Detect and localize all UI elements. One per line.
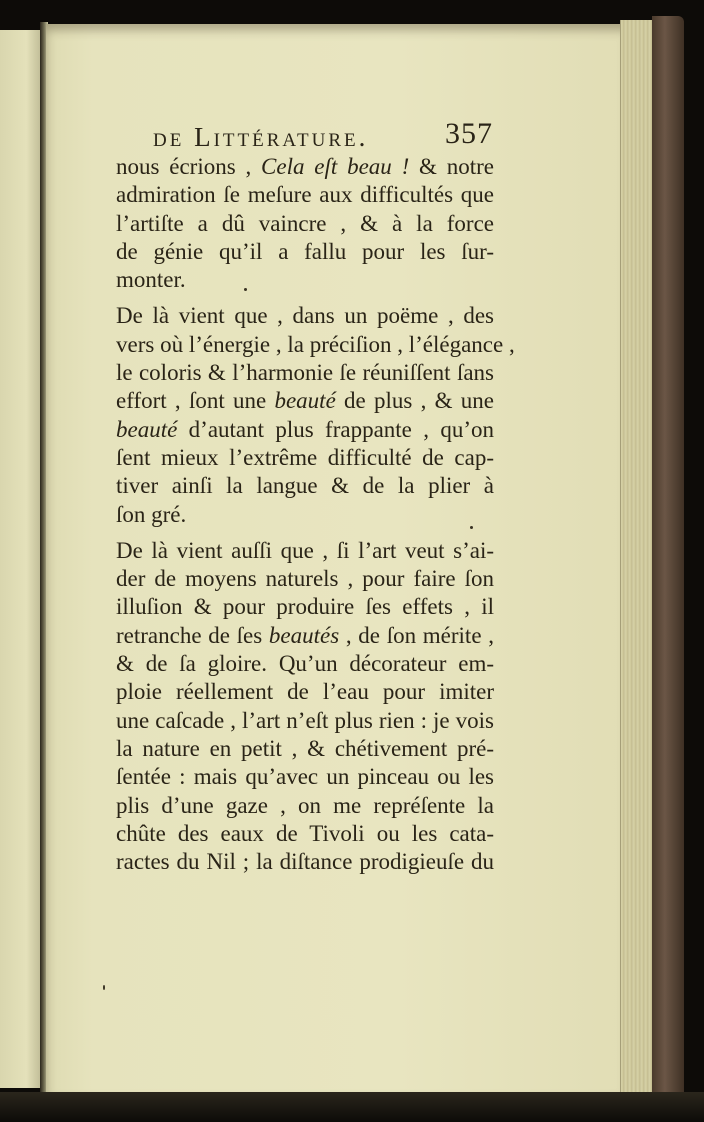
text-line: illuſion & pour produire ſes effets , il — [116, 594, 494, 620]
running-title: de Littérature. — [153, 122, 369, 152]
text-span: d’autant plus frappante , qu’on — [177, 416, 494, 442]
text-line: ſon gré. — [116, 501, 187, 527]
text-line: vers où l’énergie , la préciſion , l’élégance , — [116, 331, 515, 357]
text-line: ractes du Nil ; la diſtance prodigieuſe du — [116, 849, 494, 875]
text-line: monter. — [116, 267, 186, 293]
text-line: & de ſa gloire. Qu’un décorateur em- — [116, 651, 494, 677]
text-line: une caſcade , l’art n’eſt plus rien : je vois — [116, 707, 494, 733]
text-span: de plus , & une — [335, 388, 494, 414]
page-number: 357 — [445, 117, 493, 150]
text-line — [116, 622, 494, 650]
text-line: ſent mieux l’extrême difficulté de cap- — [116, 444, 494, 470]
text-span: nous écrions , — [116, 154, 262, 179]
paper-speck — [103, 985, 105, 990]
text-line: l’artiſte a dû vaincre , & à la force — [116, 210, 494, 236]
text-line: le coloris & l’harmonie ſe réuniſſent ſans — [116, 360, 494, 386]
paragraph-1 — [116, 153, 494, 294]
text-span: retranche de ſes — [116, 622, 269, 648]
text-span: , de ſon mérite , — [339, 622, 494, 648]
text-line — [116, 153, 494, 181]
text-line: ſentée : mais qu’avec un pinceau ou les — [116, 764, 494, 790]
book-cover-edge — [652, 16, 684, 1106]
page-text — [116, 153, 515, 876]
paper-speck — [244, 288, 247, 291]
italic-phrase: Cela eſt beau ! — [261, 154, 410, 179]
bottom-shadow — [0, 1092, 704, 1122]
text-line: tiver ainſi la langue & de la plier à — [116, 473, 494, 499]
text-line: De là vient que , dans un poëme , des — [116, 303, 494, 329]
text-line — [116, 387, 494, 415]
italic-word: beautés — [268, 622, 340, 648]
text-line: plis d’une gaze , on me repréſente la — [116, 792, 494, 818]
text-line: chûte des eaux de Tivoli ou les cata- — [116, 820, 494, 846]
text-line: de génie qu’il a fallu pour les ſur- — [116, 238, 494, 264]
italic-word: beauté — [116, 416, 178, 442]
text-line: De là vient auſſi que , ſi l’art veut s’ai- — [116, 537, 494, 563]
text-line — [116, 416, 494, 444]
text-line: la nature en petit , & chétivement pré- — [116, 735, 494, 761]
text-line: der de moyens naturels , pour faire ſon — [116, 566, 494, 592]
italic-word: beauté — [274, 388, 336, 414]
paper-speck — [470, 526, 473, 529]
text-span: & notre — [409, 154, 495, 179]
text-line: admiration ſe meſure aux difficultés que — [116, 182, 494, 208]
text-span: effort , ſont une — [116, 388, 275, 414]
text-line: ploie réellement de l’eau pour imiter — [116, 679, 494, 705]
paragraph-3 — [116, 537, 494, 877]
paragraph-2 — [116, 302, 515, 528]
